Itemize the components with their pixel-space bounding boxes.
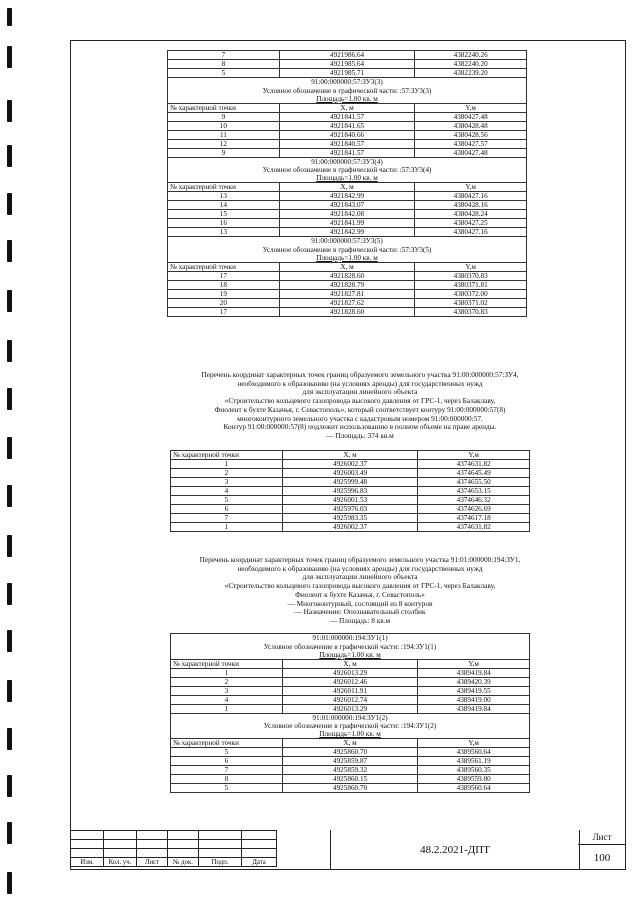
- table-cell: Y,м: [418, 739, 530, 748]
- revision-cell: [137, 840, 168, 849]
- table-cell: Условное обозначение в графической части: :57:ЗУ3(3): [168, 87, 527, 95]
- table-header: [168, 262, 527, 271]
- binding-margin: [0, 0, 40, 905]
- table-cell: 4389560.35: [418, 766, 530, 775]
- table-cell: 4380371.81: [415, 280, 527, 289]
- text-line: Перечень координат характерных точек границ образуемого земельного участка 91:00:000000:57:ЗУ4,: [201, 370, 519, 379]
- table-cell: 4925860.70: [282, 748, 418, 757]
- table-cell: 4925860.15: [282, 775, 418, 784]
- table-cell: 4925999.48: [282, 478, 418, 487]
- table-cell: 7: [171, 766, 283, 775]
- revision-cell: Подп.: [199, 858, 242, 867]
- revision-cell: [199, 840, 242, 849]
- zu1-description: [150, 556, 570, 626]
- table-cell: 4380427.57: [415, 139, 527, 148]
- table-cell: Y,м: [418, 659, 530, 668]
- table-cell: 4374626.69: [418, 505, 530, 514]
- revision-row: [71, 831, 277, 840]
- table-row: [168, 60, 527, 69]
- table-cell: 4389419.84: [418, 668, 530, 677]
- table-cell: 13: [168, 228, 280, 237]
- table-cell: Площадь=1.00 кв. м: [168, 95, 527, 104]
- binding-mark: [7, 583, 12, 605]
- table-cell: 5: [171, 784, 283, 793]
- table-row: [171, 766, 530, 775]
- table-cell: 4374645.49: [418, 469, 530, 478]
- table-row: [171, 523, 530, 532]
- revision-row: [71, 840, 277, 849]
- table-cell: 17: [168, 271, 280, 280]
- table-cell: 4925996.83: [282, 487, 418, 496]
- table-cell: Y,м: [415, 262, 527, 271]
- table-cell: 11: [168, 130, 280, 139]
- title-block: [70, 830, 626, 870]
- table-cell: 4926002.37: [282, 523, 418, 532]
- table-cell: 91:01:000000:194:ЗУ1(1): [171, 634, 530, 643]
- table-cell: 91:00:000000:57:ЗУ3(4): [168, 157, 527, 166]
- sub-caption: [171, 634, 530, 643]
- table-cell: № характерной точки: [171, 739, 283, 748]
- revision-cell: Дата: [242, 858, 277, 867]
- table-row: [171, 668, 530, 677]
- revision-grid: [70, 830, 277, 867]
- table-cell: 4921840.66: [279, 130, 415, 139]
- table-cell: 4921842.99: [279, 228, 415, 237]
- table-cell: 13: [168, 192, 280, 201]
- table-cell: Y,м: [415, 103, 527, 112]
- coordinates-table-zu1: [170, 633, 530, 793]
- text-line: для эксплуатации линейного объекта: [302, 387, 418, 397]
- text-line: Фиолент к бухте Казачья, г. Севастополь», который соответствует контуру 91:00:000000:57(8): [214, 404, 506, 414]
- binding-mark: [7, 485, 12, 507]
- sub-caption: [168, 78, 527, 87]
- table-cell: 18: [168, 280, 280, 289]
- table-cell: 4926002.37: [282, 460, 418, 469]
- table-cell: 4921985.71: [279, 69, 415, 78]
- text-line: Фиолент к бухте Казачья, г. Севастополь»: [295, 589, 425, 599]
- sub-caption: [171, 730, 530, 739]
- document-code: 48.2.2021-ДПТ: [330, 830, 580, 870]
- revision-cell: [168, 840, 199, 849]
- table-row: [171, 460, 530, 469]
- binding-mark: [7, 437, 12, 459]
- table-cell: 91:01:000000:194:ЗУ1(2): [171, 713, 530, 722]
- table-cell: № характерной точки: [168, 262, 280, 271]
- table-cell: 6: [171, 757, 283, 766]
- table-cell: 20: [168, 298, 280, 307]
- table-row: [171, 757, 530, 766]
- binding-mark: [7, 388, 12, 410]
- revision-cell: [137, 849, 168, 858]
- table-cell: 1: [171, 704, 283, 713]
- sheet-box: [578, 830, 626, 870]
- table-cell: Y,м: [418, 451, 530, 460]
- table-cell: 4382239.20: [415, 69, 527, 78]
- table-cell: 4380428.48: [415, 121, 527, 130]
- table-row: [168, 228, 527, 237]
- revision-row: [71, 849, 277, 858]
- table-cell: X, м: [282, 659, 418, 668]
- table-cell: 5: [171, 496, 283, 505]
- table-row: [168, 271, 527, 280]
- table-cell: 4382240.26: [415, 51, 527, 60]
- text-line: для эксплуатации линейного объекта: [302, 572, 418, 582]
- table-row: [171, 686, 530, 695]
- table-cell: 4380372.00: [415, 289, 527, 298]
- revision-cell: [168, 831, 199, 840]
- table-cell: 4374631.82: [418, 523, 530, 532]
- sub-caption: [171, 643, 530, 651]
- table-cell: 6: [171, 505, 283, 514]
- table-header: [168, 103, 527, 112]
- table-cell: 1: [171, 460, 283, 469]
- table-cell: 4925859.87: [282, 757, 418, 766]
- coordinates-table-zu3: [167, 50, 527, 317]
- table-header: [171, 739, 530, 748]
- table-cell: Условное обозначение в графической части: :194:ЗУ1(1): [171, 643, 530, 651]
- table-cell: 2: [171, 677, 283, 686]
- table-row: [171, 505, 530, 514]
- table-row: [168, 307, 527, 316]
- table-row: [171, 748, 530, 757]
- table-cell: 15: [168, 210, 280, 219]
- revision-cell: [71, 840, 104, 849]
- table-cell: 7: [171, 514, 283, 523]
- table-row: [171, 478, 530, 487]
- revision-cell: [137, 831, 168, 840]
- table-cell: 4921827.62: [279, 298, 415, 307]
- table-cell: 4921841.99: [279, 219, 415, 228]
- table-cell: X, м: [282, 451, 418, 460]
- binding-mark: [7, 728, 12, 750]
- table-cell: 4926012.74: [282, 695, 418, 704]
- revision-cell: Кол. уч.: [104, 858, 137, 867]
- table-cell: 1: [171, 668, 283, 677]
- table-cell: 4374617.18: [418, 514, 530, 523]
- table-cell: 4380428.16: [415, 201, 527, 210]
- binding-mark: [7, 240, 12, 262]
- table-cell: 12: [168, 139, 280, 148]
- table-cell: Площадь=1.00 кв. м: [171, 730, 530, 739]
- table-cell: 16: [168, 219, 280, 228]
- sheet-label: Лист: [578, 830, 626, 845]
- binding-mark: [7, 145, 12, 167]
- table-cell: 4: [171, 487, 283, 496]
- table-cell: 4389560.64: [418, 748, 530, 757]
- table-cell: X, м: [279, 183, 415, 192]
- table-header: [168, 183, 527, 192]
- sub-caption: [168, 237, 527, 246]
- table-cell: 4921985.64: [279, 60, 415, 69]
- revision-cell: [71, 849, 104, 858]
- binding-mark: [7, 340, 12, 362]
- table-cell: 7: [168, 51, 280, 60]
- text-line: многоконтурного земельного участка с кадастровым номером 91:00:000000:57.: [237, 413, 483, 423]
- table-cell: 4374631.82: [418, 460, 530, 469]
- binding-mark: [7, 822, 12, 844]
- binding-mark: [7, 8, 12, 26]
- binding-mark: [7, 630, 12, 652]
- sub-caption: [171, 651, 530, 660]
- table-cell: 4925860.70: [282, 784, 418, 793]
- table-cell: Площадь=1.00 кв. м: [171, 651, 530, 660]
- table-cell: 1: [171, 523, 283, 532]
- table-cell: 3: [171, 686, 283, 695]
- table-row: [168, 69, 527, 78]
- table-cell: 4921828.60: [279, 271, 415, 280]
- table-cell: 17: [168, 307, 280, 316]
- table-cell: 4389419.84: [418, 704, 530, 713]
- revision-cell: Лист: [137, 858, 168, 867]
- table-row: [171, 677, 530, 686]
- text-line: необходимого к образованию (на условиях аренды) для государственных нужд: [237, 563, 483, 573]
- table-cell: 4926013.29: [282, 668, 418, 677]
- binding-mark: [7, 193, 12, 215]
- text-line: — Площадь: 374 кв.м: [326, 430, 394, 440]
- table-row: [171, 496, 530, 505]
- table-row: [171, 784, 530, 793]
- table-cell: 4380370.83: [415, 271, 527, 280]
- table-header: [171, 451, 530, 460]
- table-cell: 4921827.81: [279, 289, 415, 298]
- revision-cell: [71, 831, 104, 840]
- table-cell: Условное обозначение в графической части: :57:ЗУ3(4): [168, 166, 527, 174]
- table-cell: 4380428.24: [415, 210, 527, 219]
- revision-cell: [242, 840, 277, 849]
- table-cell: Площадь=1.00 кв. м: [168, 254, 527, 263]
- table-row: [168, 298, 527, 307]
- table-cell: 4389419.00: [418, 695, 530, 704]
- table-row: [171, 704, 530, 713]
- table-cell: 8: [168, 60, 280, 69]
- table-row: [171, 469, 530, 478]
- table-cell: 19: [168, 289, 280, 298]
- binding-mark: [7, 872, 12, 894]
- revision-cell: Изм.: [71, 858, 104, 867]
- table-cell: 8: [171, 775, 283, 784]
- sub-caption: [168, 174, 527, 183]
- table-cell: 4389420.39: [418, 677, 530, 686]
- table-row: [168, 280, 527, 289]
- table-cell: 9: [168, 148, 280, 157]
- table-row: [168, 201, 527, 210]
- revision-cell: [199, 831, 242, 840]
- table-cell: Условное обозначение в графической части: :194:ЗУ1(2): [171, 722, 530, 730]
- binding-mark: [7, 775, 12, 797]
- table-row: [171, 514, 530, 523]
- table-cell: № характерной точки: [171, 659, 283, 668]
- table-cell: X, м: [279, 103, 415, 112]
- revision-cell: [242, 849, 277, 858]
- zu4-description: [150, 371, 570, 441]
- revision-cell: [168, 849, 199, 858]
- text-line: — Площадь: 8 кв.м: [329, 615, 391, 625]
- text-line: Перечень координат характерных точек границ образуемого земельного участка 91:01:000000:194:ЗУ1,: [199, 555, 521, 564]
- table-cell: 4382240.20: [415, 60, 527, 69]
- table-cell: 91:00:000000:57:ЗУ3(3): [168, 78, 527, 87]
- table-cell: 4389559.80: [418, 775, 530, 784]
- sub-caption: [171, 722, 530, 730]
- table-cell: 4921828.79: [279, 280, 415, 289]
- table-cell: 4921841.57: [279, 148, 415, 157]
- binding-mark: [7, 46, 12, 68]
- table-cell: 4921840.57: [279, 139, 415, 148]
- binding-mark: [7, 535, 12, 557]
- text-line: «Строительство кольцевого газопровода высокого давления от ГРС-1, через Балаклаву,: [224, 396, 496, 406]
- table-cell: 4374646.32: [418, 496, 530, 505]
- table-cell: 4389560.64: [418, 784, 530, 793]
- table-cell: № характерной точки: [171, 451, 283, 460]
- sub-caption: [168, 254, 527, 263]
- sub-caption: [168, 246, 527, 254]
- table-cell: 4921828.60: [279, 307, 415, 316]
- table-cell: 4925983.35: [282, 514, 418, 523]
- table-cell: 4380427.16: [415, 228, 527, 237]
- table-row: [171, 775, 530, 784]
- table-cell: 4380427.25: [415, 219, 527, 228]
- table-cell: X, м: [282, 739, 418, 748]
- sub-caption: [168, 87, 527, 95]
- sheet-number: 100: [593, 852, 611, 864]
- table-row: [168, 112, 527, 121]
- table-cell: 4380371.02: [415, 298, 527, 307]
- text-line: — Назначение: Опознавательный столбик: [294, 607, 426, 617]
- revision-cell: [242, 831, 277, 840]
- table-cell: 4: [171, 695, 283, 704]
- table-header: [171, 659, 530, 668]
- revision-cell: [104, 849, 137, 858]
- table-cell: 4374653.15: [418, 487, 530, 496]
- sub-caption: [168, 166, 527, 174]
- table-cell: Площадь=1.00 кв. м: [168, 174, 527, 183]
- table-row: [168, 51, 527, 60]
- table-cell: 4380427.16: [415, 192, 527, 201]
- table-row: [168, 289, 527, 298]
- table-cell: 10: [168, 121, 280, 130]
- table-cell: 5: [171, 748, 283, 757]
- sub-caption: [171, 713, 530, 722]
- table-row: [168, 219, 527, 228]
- revision-cell: [199, 849, 242, 858]
- table-cell: 4926001.53: [282, 496, 418, 505]
- table-cell: 4925859.32: [282, 766, 418, 775]
- table-row: [168, 139, 527, 148]
- table-cell: Y,м: [415, 183, 527, 192]
- table-row: [171, 487, 530, 496]
- table-cell: 4380427.48: [415, 148, 527, 157]
- table-cell: 4389419.55: [418, 686, 530, 695]
- table-cell: X, м: [279, 262, 415, 271]
- binding-mark: [7, 290, 12, 312]
- table-row: [168, 192, 527, 201]
- table-row: [168, 130, 527, 139]
- text-line: — Многоконтурный, состоящий из 8 контуров: [287, 598, 433, 608]
- table-cell: 4921843.07: [279, 201, 415, 210]
- table-cell: 4925976.03: [282, 505, 418, 514]
- sub-caption: [168, 95, 527, 104]
- table-row: [171, 695, 530, 704]
- table-cell: 14: [168, 201, 280, 210]
- table-cell: 91:00:000000:57:ЗУ3(5): [168, 237, 527, 246]
- binding-mark: [7, 680, 12, 702]
- table-cell: 2: [171, 469, 283, 478]
- binding-mark: [7, 100, 12, 122]
- table-cell: 5: [168, 69, 280, 78]
- table-cell: 4380370.83: [415, 307, 527, 316]
- table-cell: 3: [171, 478, 283, 487]
- revision-cell: [104, 831, 137, 840]
- table-cell: № характерной точки: [168, 183, 280, 192]
- text-line: «Строительство кольцевого газопровода высокого давления от ГРС-1, через Балаклаву,: [224, 581, 496, 591]
- table-cell: 4921841.65: [279, 121, 415, 130]
- table-cell: 4380427.48: [415, 112, 527, 121]
- table-cell: 4926011.91: [282, 686, 418, 695]
- table-cell: 4921986.64: [279, 51, 415, 60]
- coordinates-table-zu4: [170, 450, 530, 532]
- table-cell: 4926003.49: [282, 469, 418, 478]
- table-cell: Условное обозначение в графической части: :57:ЗУ3(5): [168, 246, 527, 254]
- table-row: [168, 210, 527, 219]
- table-cell: 4921842.08: [279, 210, 415, 219]
- table-cell: 4380428.56: [415, 130, 527, 139]
- table-cell: 4921842.99: [279, 192, 415, 201]
- table-cell: 4389561.19: [418, 757, 530, 766]
- table-cell: 4374655.50: [418, 478, 530, 487]
- table-cell: 4921841.57: [279, 112, 415, 121]
- text-line: необходимого к образованию (на условиях аренды) для государственных нужд: [237, 378, 483, 388]
- table-cell: № характерной точки: [168, 103, 280, 112]
- sub-caption: [168, 157, 527, 166]
- table-cell: 4926012.46: [282, 677, 418, 686]
- table-row: [168, 121, 527, 130]
- table-row: [168, 148, 527, 157]
- table-cell: 4926013.29: [282, 704, 418, 713]
- table-cell: 9: [168, 112, 280, 121]
- revision-cell: № док.: [168, 858, 199, 867]
- revision-row: [71, 858, 277, 867]
- text-line: Контур 91:00:000000:57(8) подлежит использованию в полном объеме на праве аренды.: [223, 422, 497, 432]
- revision-cell: [104, 840, 137, 849]
